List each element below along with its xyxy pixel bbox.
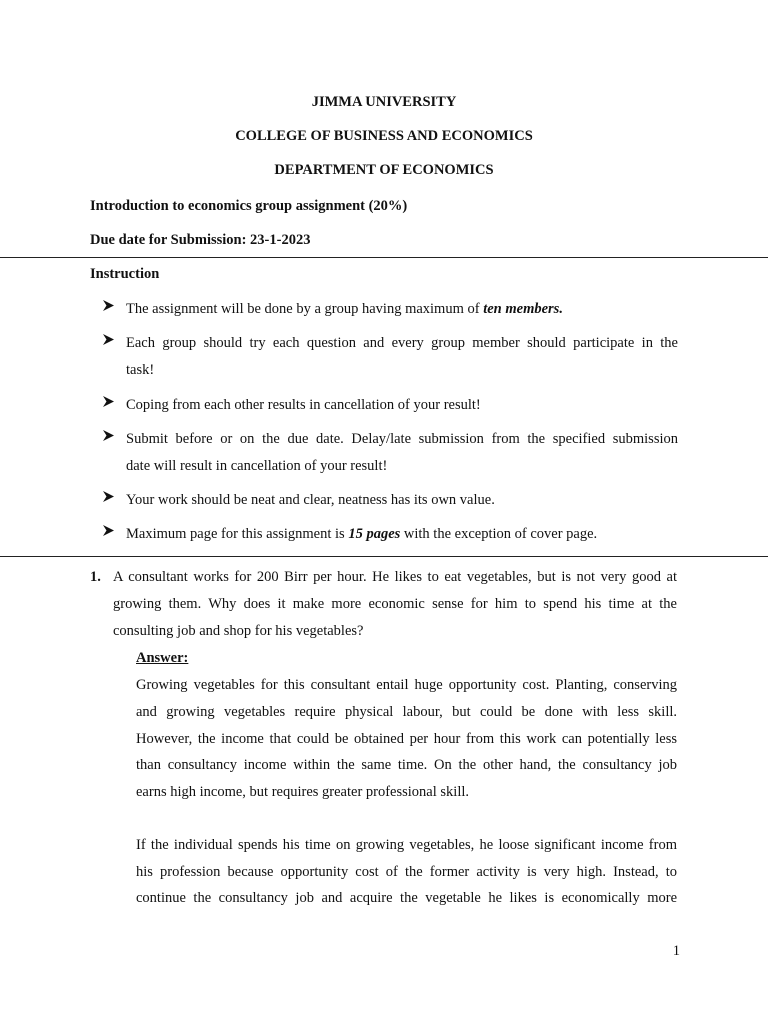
answer-text: than consultancy income within the same time. On the other hand, the consultancy job: [136, 757, 677, 773]
question-text: consulting job and shop for his vegetables?: [113, 623, 364, 639]
instruction-text-tail: with the exception of cover page.: [400, 526, 598, 542]
instruction-heading: Instruction: [90, 266, 160, 282]
divider-bottom: [0, 556, 768, 557]
instruction-text: Coping from each other results in cancellation of your result!: [126, 397, 481, 413]
arrow-bullet-icon: [102, 487, 118, 503]
instruction-text: Submit before or on the due date. Delay/late submission from the specified submission: [126, 431, 678, 447]
department-name: DEPARTMENT OF ECONOMICS: [274, 162, 494, 178]
arrow-bullet-icon: [102, 330, 118, 346]
instruction-text: Each group should try each question and every group member should participate in the: [126, 335, 678, 351]
answer-text: his profession because opportunity cost of the former activity is very high. Instead, to: [136, 864, 677, 880]
instruction-text-continued: task!: [126, 362, 155, 378]
question-number: 1.: [90, 569, 101, 585]
assignment-title: Introduction to economics group assignment (20%): [90, 198, 408, 214]
answer-text: However, the income that could be obtained per hour from this work can potentially less: [136, 731, 677, 747]
divider-top: [0, 257, 768, 258]
question-text: growing them. Why does it make more economic sense for him to spend his time at the: [113, 596, 677, 612]
arrow-bullet-icon: [102, 296, 118, 312]
page-number: 1: [672, 943, 680, 959]
question-text: A consultant works for 200 Birr per hour. He likes to eat vegetables, but is not very good at: [113, 569, 677, 585]
arrow-bullet-icon: [102, 521, 118, 537]
instruction-text-continued: date will result in cancellation of your result!: [126, 458, 388, 474]
instruction-emphasis: ten members.: [483, 301, 563, 317]
due-date: Due date for Submission: 23-1-2023: [90, 232, 311, 248]
instruction-emphasis: 15 pages: [348, 526, 401, 542]
university-name: JIMMA UNIVERSITY: [311, 94, 457, 110]
answer-text: and growing vegetables require physical labour, but could be done with less skill.: [136, 704, 677, 720]
answer-text: continue the consultancy job and acquire the vegetable he likes is economically more: [136, 890, 677, 906]
instruction-text: Maximum page for this assignment is: [126, 526, 349, 542]
arrow-bullet-icon: [102, 426, 118, 442]
instruction-text: The assignment will be done by a group having maximum of: [126, 301, 484, 317]
answer-text: Growing vegetables for this consultant entail huge opportunity cost. Planting, conserving: [136, 677, 677, 693]
answer-text: earns high income, but requires greater professional skill.: [136, 784, 469, 800]
arrow-bullet-icon: [102, 392, 118, 408]
answer-label: Answer:: [136, 650, 189, 666]
instruction-text: Your work should be neat and clear, neatness has its own value.: [126, 492, 495, 508]
answer-text: If the individual spends his time on growing vegetables, he loose significant income from: [136, 837, 677, 853]
college-name: COLLEGE OF BUSINESS AND ECONOMICS: [235, 128, 533, 144]
